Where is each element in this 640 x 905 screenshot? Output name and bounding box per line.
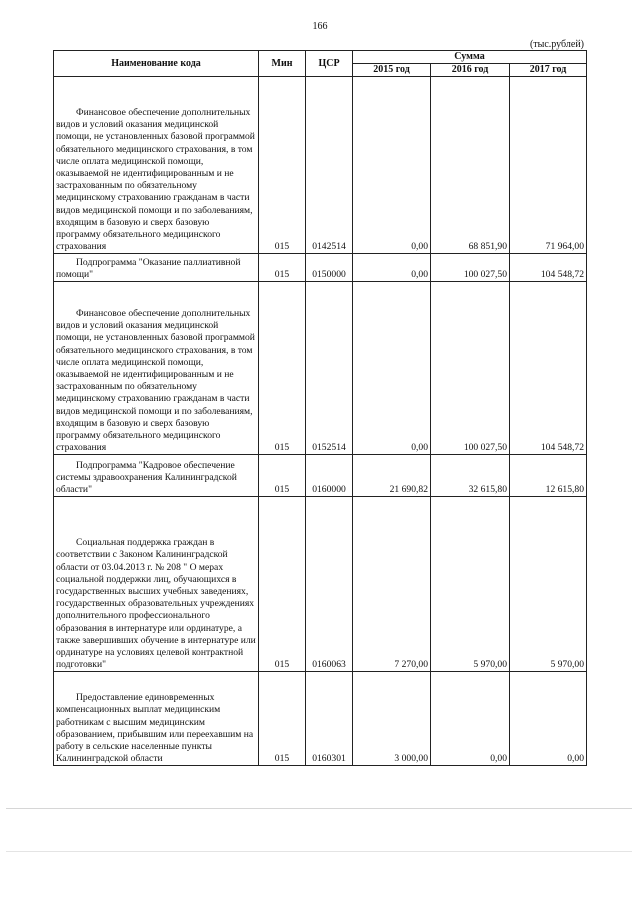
- row-name: Финансовое обеспечение дополнительных видов и условий оказания медицинской помощи, не установленных базовой программой обязательного медицинского страхования, в том числе оплата медицинской помощи, оказываемой не идентифицированным и не застрахованным по обязательному медицинскому страхованию гражданам в части видов медицинской помощи и по заболеваниям, входящим в базовую и сверх базовую программу обязательного медицинского страхования: [54, 282, 259, 455]
- row-value-2017: 5 970,00: [510, 497, 587, 672]
- header-year-2016: 2016 год: [431, 64, 510, 77]
- row-value-2015: 7 270,00: [353, 497, 431, 672]
- row-name: Предоставление единовременных компенсационных выплат медицинским работникам с высшим медицинским образованием, прибывшим или переехавшим на работу в сельские населенные пункты Калининградской области: [54, 672, 259, 766]
- row-value-2017: 71 964,00: [510, 77, 587, 254]
- row-min: 015: [259, 455, 306, 497]
- table-row: [54, 77, 587, 254]
- row-name: Подпрограмма "Оказание паллиативной помощи": [54, 254, 259, 282]
- header-min: Мин: [259, 51, 306, 77]
- row-csr: 0150000: [306, 254, 353, 282]
- row-value-2017: 0,00: [510, 672, 587, 766]
- table-row: [54, 455, 587, 497]
- row-csr: 0160000: [306, 455, 353, 497]
- row-value-2017: 12 615,80: [510, 455, 587, 497]
- table-row: [54, 672, 587, 766]
- header-year-2017: 2017 год: [510, 64, 587, 77]
- row-value-2015: 0,00: [353, 77, 431, 254]
- row-value-2016: 100 027,50: [431, 254, 510, 282]
- header-sum: Сумма: [353, 51, 587, 64]
- row-csr: 0152514: [306, 282, 353, 455]
- header-name: Наименование кода: [54, 51, 259, 77]
- row-value-2016: 32 615,80: [431, 455, 510, 497]
- row-min: 015: [259, 77, 306, 254]
- row-name: Подпрограмма "Кадровое обеспечение системы здравоохранения Калининградской области": [54, 455, 259, 497]
- scan-artifact-line: [6, 808, 632, 809]
- row-csr: 0160301: [306, 672, 353, 766]
- budget-table: [53, 50, 587, 766]
- row-value-2017: 104 548,72: [510, 282, 587, 455]
- units-label: (тыс.рублей): [529, 39, 584, 50]
- scan-artifact-line: [6, 851, 632, 852]
- row-min: 015: [259, 497, 306, 672]
- row-csr: 0160063: [306, 497, 353, 672]
- row-name: Финансовое обеспечение дополнительных видов и условий оказания медицинской помощи, не установленных базовой программой обязательного медицинского страхования, в том числе оплата медицинской помощи, оказываемой не идентифицированным и не застрахованным по обязательному медицинскому страхованию гражданам в части видов медицинской помощи и по заболеваниям, входящим в базовую и сверх базовую программу обязательного медицинского страхования: [54, 77, 259, 254]
- row-min: 015: [259, 254, 306, 282]
- header-csr: ЦСР: [306, 51, 353, 77]
- row-value-2017: 104 548,72: [510, 254, 587, 282]
- table-row: [54, 497, 587, 672]
- row-value-2016: 5 970,00: [431, 497, 510, 672]
- row-value-2015: 0,00: [353, 282, 431, 455]
- page-number: 166: [312, 21, 328, 32]
- row-name: Социальная поддержка граждан в соответствии с Законом Калининградской области от 03.04.2013 г. № 208 " О мерах социальной поддержки лиц, обучающихся в государственных высших учебных заведениях, государственных образовательных учреждениях дополнительного профессионального образования в интернатуре или ординатуре, а также завершивших обучение в интернатуре или ординатуре на условиях целевой контрактной подготовки": [54, 497, 259, 672]
- row-value-2016: 0,00: [431, 672, 510, 766]
- row-csr: 0142514: [306, 77, 353, 254]
- table-row: [54, 282, 587, 455]
- row-value-2016: 68 851,90: [431, 77, 510, 254]
- row-value-2015: 21 690,82: [353, 455, 431, 497]
- header-year-2015: 2015 год: [353, 64, 431, 77]
- row-min: 015: [259, 672, 306, 766]
- row-value-2015: 3 000,00: [353, 672, 431, 766]
- row-min: 015: [259, 282, 306, 455]
- table-row: [54, 254, 587, 282]
- row-value-2015: 0,00: [353, 254, 431, 282]
- row-value-2016: 100 027,50: [431, 282, 510, 455]
